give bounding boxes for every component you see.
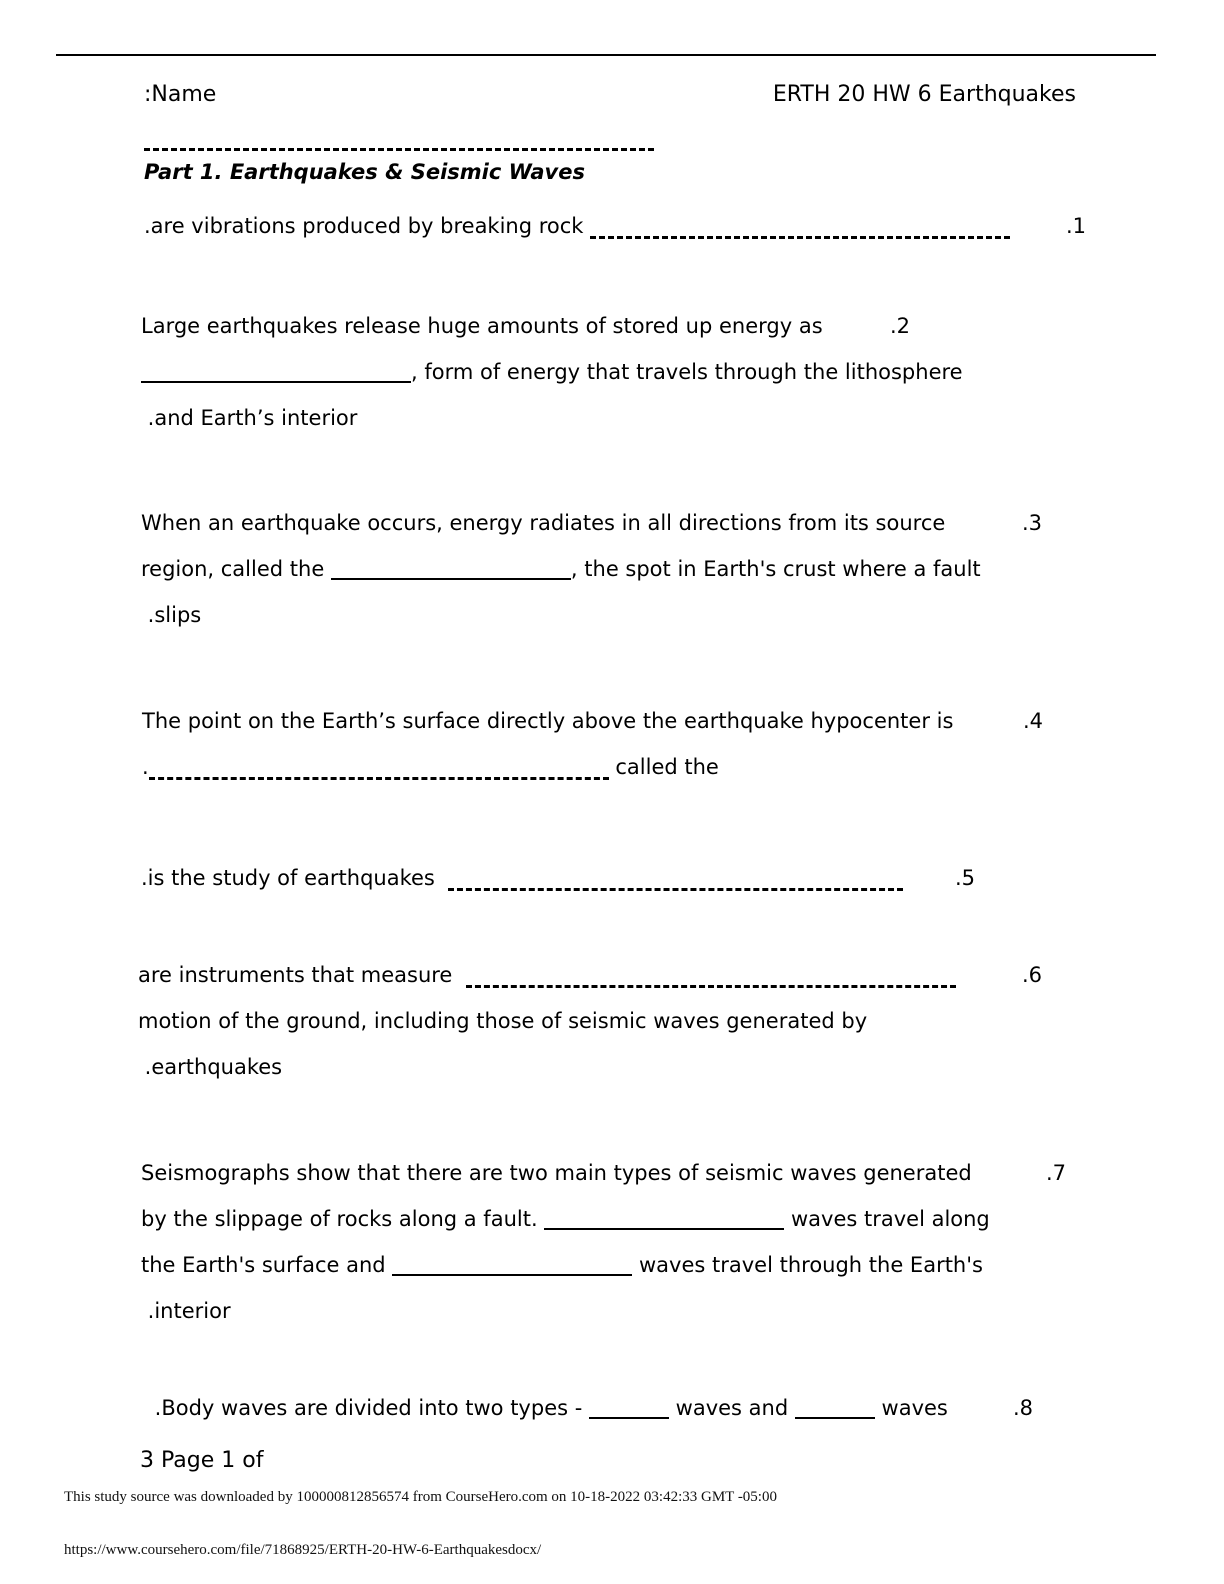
question-text: , the spot in Earth's crust where a fault — [570, 557, 981, 581]
question-line — [141, 855, 903, 901]
question-text: waves travel along — [784, 1207, 990, 1231]
question-line — [141, 349, 963, 395]
question-number: .5 — [955, 866, 976, 890]
answer-blank-dashed[interactable] — [149, 777, 609, 780]
question-line — [141, 500, 981, 546]
answer-blank-solid[interactable] — [589, 1417, 669, 1419]
student-name-label: :Name — [144, 82, 217, 107]
question-text: the Earth's surface and — [141, 1253, 393, 1277]
header-divider-rule — [56, 54, 1156, 56]
question-block — [141, 500, 981, 638]
question-line — [141, 395, 963, 441]
question-text: .slips — [141, 603, 202, 627]
question-line — [138, 952, 956, 998]
question-number: .6 — [1022, 963, 1043, 987]
question-number: .7 — [1046, 1161, 1067, 1185]
answer-blank-dashed[interactable] — [448, 888, 903, 891]
answer-blank-solid[interactable] — [544, 1228, 784, 1230]
question-block — [144, 203, 1010, 249]
question-text: .and Earth’s interior — [141, 406, 358, 430]
question-block — [142, 698, 953, 790]
question-block — [148, 1385, 948, 1431]
question-number: .3 — [1022, 511, 1043, 535]
part-heading-dashed-rule — [144, 148, 654, 151]
question-line — [142, 698, 953, 744]
question-line — [141, 1150, 990, 1196]
assignment-title: ERTH 20 HW 6 Earthquakes — [772, 82, 1076, 107]
answer-blank-solid[interactable] — [141, 381, 411, 383]
question-text: .are vibrations produced by breaking rock — [144, 214, 591, 238]
question-line — [141, 546, 981, 592]
question-line — [138, 1044, 956, 1090]
answer-blank-dashed[interactable] — [466, 985, 956, 988]
question-block — [141, 303, 963, 441]
question-text: Large earthquakes release huge amounts of stored up energy as — [141, 314, 823, 338]
question-line — [142, 744, 953, 790]
question-text: .interior — [141, 1299, 231, 1323]
question-number: .1 — [1066, 214, 1087, 238]
question-line — [138, 998, 956, 1044]
question-text: called the — [608, 755, 719, 779]
question-text: waves travel through the Earth's — [632, 1253, 983, 1277]
question-text: Seismographs show that there are two main types of seismic waves generated — [141, 1161, 972, 1185]
question-number: .8 — [1013, 1396, 1034, 1420]
source-url[interactable]: https://www.coursehero.com/file/71868925/ERTH-20-HW-6-Earthquakesdocx/ — [64, 1542, 542, 1558]
question-text: motion of the ground, including those of seismic waves generated by — [138, 1009, 868, 1033]
answer-blank-solid[interactable] — [795, 1417, 875, 1419]
question-line — [141, 592, 981, 638]
question-number: .2 — [890, 314, 911, 338]
question-text: .Body waves are divided into two types - — [148, 1396, 589, 1420]
question-block — [141, 1150, 990, 1334]
question-text: .earthquakes — [138, 1055, 283, 1079]
question-line — [148, 1385, 948, 1431]
question-text: The point on the Earth’s surface directly above the earthquake hypocenter is — [142, 709, 954, 733]
question-line — [144, 203, 1010, 249]
question-number: .4 — [1023, 709, 1044, 733]
part-1-heading: Part 1. Earthquakes & Seismic Waves — [144, 160, 585, 184]
answer-blank-solid[interactable] — [392, 1274, 632, 1276]
question-line — [141, 1288, 990, 1334]
question-text: waves and — [668, 1396, 795, 1420]
question-block — [138, 952, 956, 1090]
question-text: . — [142, 755, 149, 779]
question-text: by the slippage of rocks along a fault. — [141, 1207, 545, 1231]
question-text: region, called the — [141, 557, 331, 581]
question-line — [141, 303, 963, 349]
question-text: When an earthquake occurs, energy radiates in all directions from its source — [141, 511, 946, 535]
answer-blank-solid[interactable] — [331, 578, 571, 580]
question-text: .is the study of earthquakes — [141, 866, 449, 890]
question-text: are instruments that measure — [138, 963, 466, 987]
question-block — [141, 855, 903, 901]
question-text: , form of energy that travels through the lithosphere — [411, 360, 963, 384]
answer-blank-dashed[interactable] — [590, 236, 1010, 239]
question-text: waves — [874, 1396, 948, 1420]
question-line — [141, 1196, 990, 1242]
download-source-note: This study source was downloaded by 100000812856574 from CourseHero.com on 10-18-2022 03:42:33 GMT -05:00 — [64, 1489, 777, 1505]
document-header — [144, 80, 1076, 114]
question-line — [141, 1242, 990, 1288]
page-number: 3 Page 1 of — [140, 1448, 264, 1473]
